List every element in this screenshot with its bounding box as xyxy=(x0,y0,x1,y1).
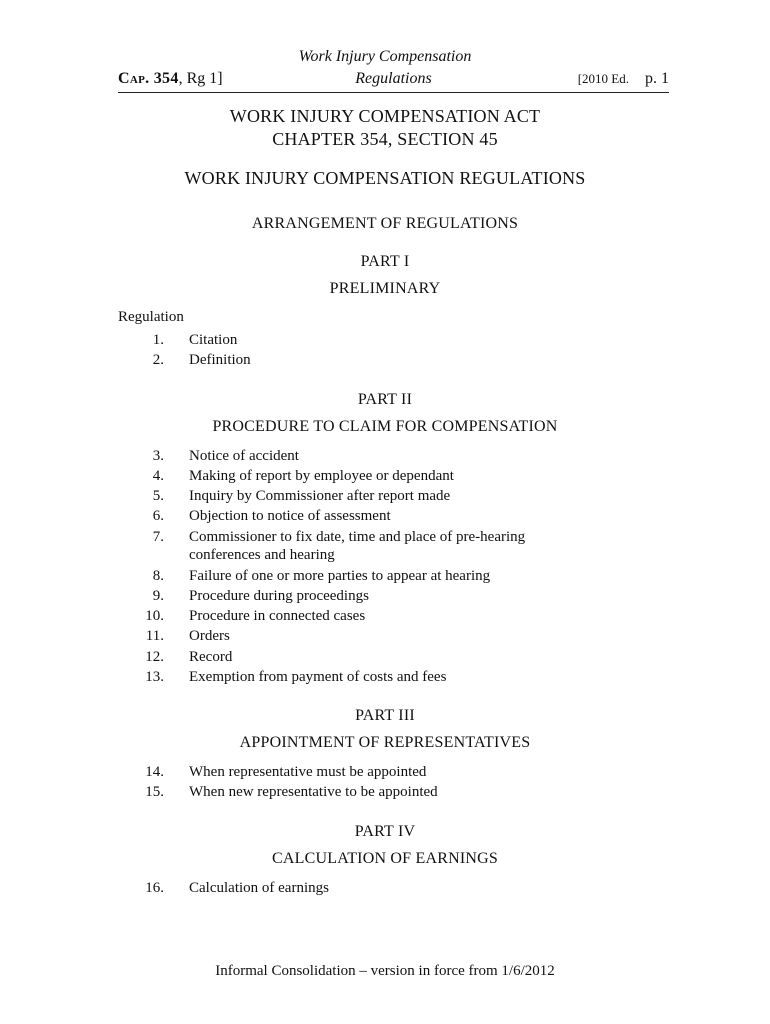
regulations-title: WORK INJURY COMPENSATION REGULATIONS xyxy=(184,168,586,188)
act-title: WORK INJURY COMPENSATION ACT xyxy=(229,106,541,126)
item-number: 14. xyxy=(145,764,164,780)
item-text: Citation xyxy=(189,332,238,348)
part-heading: PROCEDURE TO CLAIM FOR COMPENSATION xyxy=(212,418,558,435)
running-subtitle: Regulations xyxy=(355,70,432,87)
item-text: Record xyxy=(189,649,233,665)
item-number: 11. xyxy=(145,628,164,644)
item-number: 15. xyxy=(145,784,164,800)
item-number: 1. xyxy=(152,332,164,348)
consolidation-footer: Informal Consolidation – version in force from 1/6/2012 xyxy=(215,963,555,979)
chapter-title: CHAPTER 354, SECTION 45 xyxy=(272,129,498,149)
arrangement-heading: ARRANGEMENT OF REGULATIONS xyxy=(251,215,519,232)
item-number: 3. xyxy=(152,448,164,464)
item-text: Procedure in connected cases xyxy=(189,608,366,624)
item-text: Commissioner to fix date, time and place of pre-hearing xyxy=(189,529,526,545)
item-number: 16. xyxy=(145,880,164,896)
page-number: p. 1 xyxy=(645,70,669,87)
part-label: PART IV xyxy=(354,823,416,840)
edition-page xyxy=(578,70,669,88)
part-heading: APPOINTMENT OF REPRESENTATIVES xyxy=(239,734,531,751)
running-header xyxy=(118,70,669,93)
item-number: 5. xyxy=(152,488,164,504)
item-text: Exemption from payment of costs and fees xyxy=(189,669,447,685)
item-text: Definition xyxy=(189,352,251,368)
item-number: 6. xyxy=(152,508,164,524)
running-title: Work Injury Compensation xyxy=(298,48,472,65)
part-label: PART III xyxy=(355,707,415,724)
item-number: 2. xyxy=(152,352,164,368)
part-label: PART I xyxy=(360,253,410,270)
item-text-continued: conferences and hearing xyxy=(189,547,335,563)
item-text: Objection to notice of assessment xyxy=(189,508,391,524)
item-number: 7. xyxy=(152,529,164,545)
item-text: Inquiry by Commissioner after report made xyxy=(189,488,451,504)
item-number: 13. xyxy=(145,669,164,685)
item-text: When new representative to be appointed xyxy=(189,784,438,800)
item-number: 9. xyxy=(152,588,164,604)
item-text: When representative must be appointed xyxy=(189,764,427,780)
item-number: 10. xyxy=(145,608,164,624)
part-label: PART II xyxy=(357,391,413,408)
cap-rest: , Rg 1] xyxy=(178,70,223,87)
part-heading: CALCULATION OF EARNINGS xyxy=(272,850,498,867)
item-number: 12. xyxy=(145,649,164,665)
regulation-label: Regulation xyxy=(118,309,184,325)
edition: [2010 Ed. xyxy=(577,71,629,86)
cap-label: Cap. 354 xyxy=(118,70,179,87)
item-text: Making of report by employee or dependant xyxy=(189,468,454,484)
item-text: Calculation of earnings xyxy=(189,880,329,896)
item-text: Orders xyxy=(189,628,230,644)
item-text: Failure of one or more parties to appear at hearing xyxy=(189,568,491,584)
part-heading: PRELIMINARY xyxy=(329,280,441,297)
item-number: 4. xyxy=(152,468,164,484)
item-text: Procedure during proceedings xyxy=(189,588,369,604)
item-text: Notice of accident xyxy=(189,448,299,464)
item-number: 8. xyxy=(152,568,164,584)
